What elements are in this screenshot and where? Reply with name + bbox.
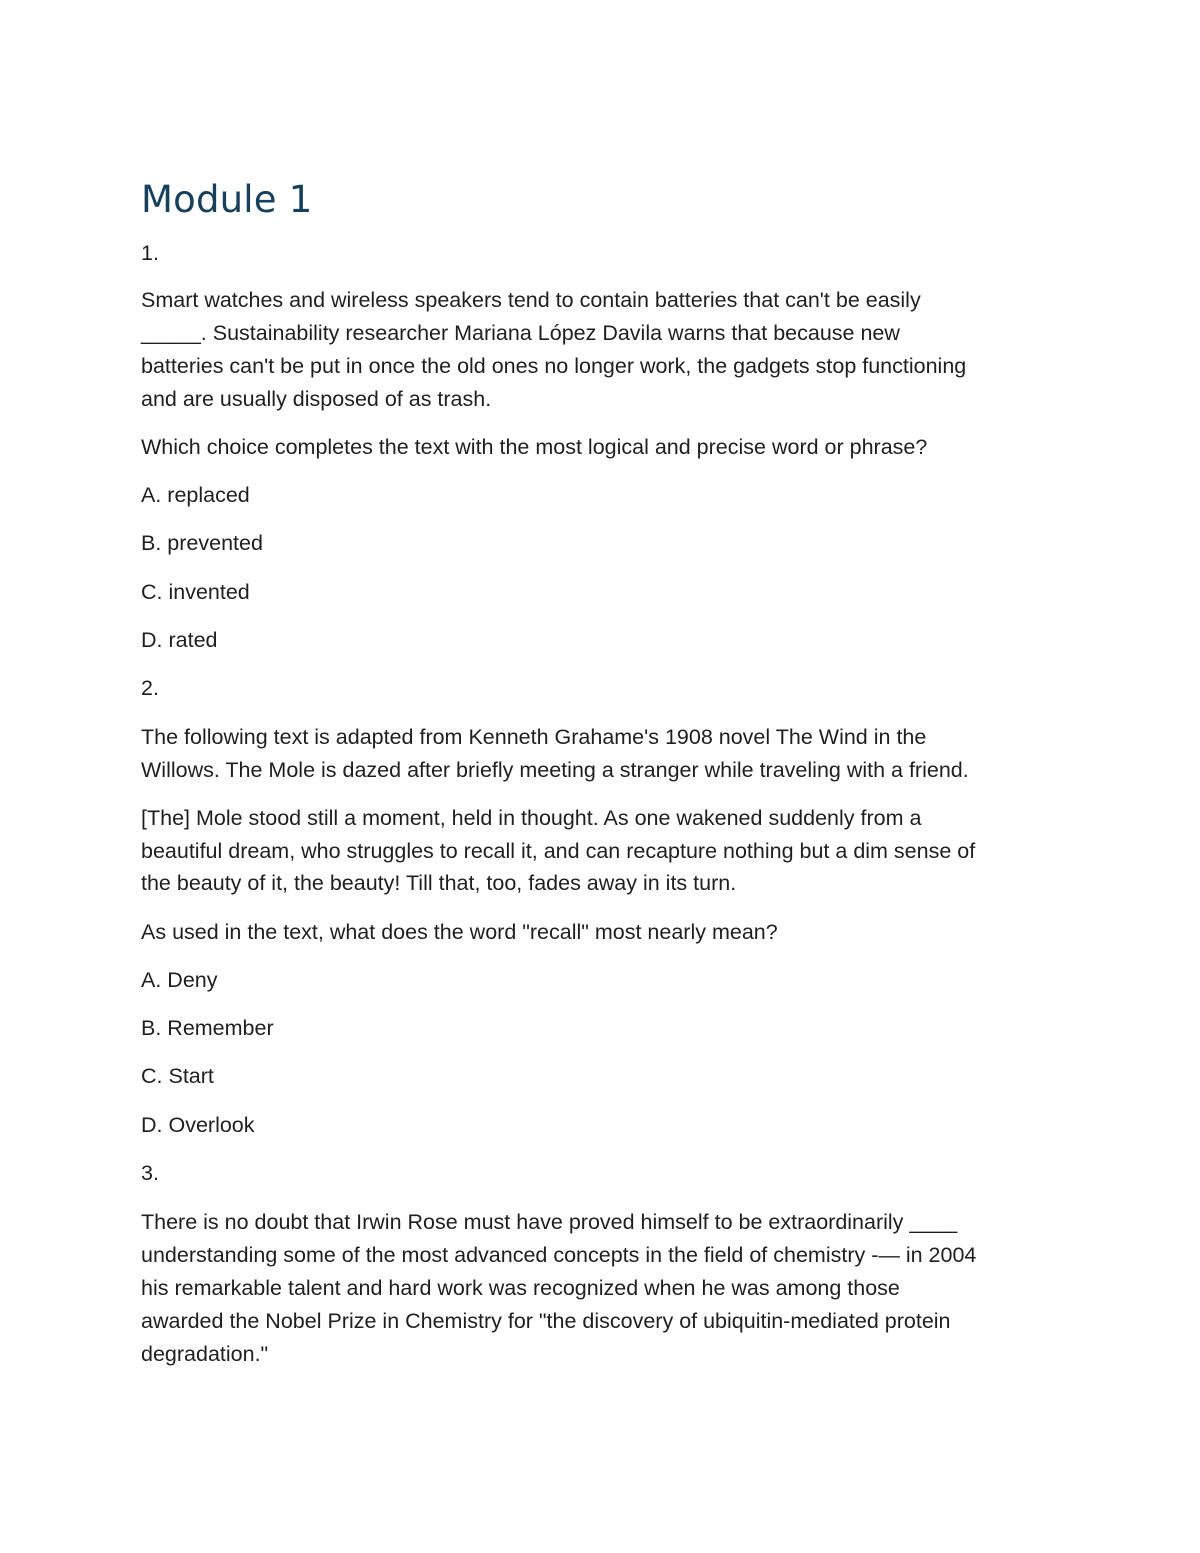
question-number: 2. xyxy=(141,676,159,700)
passage-line: and are usually disposed of as trash. xyxy=(141,387,492,411)
answer-option: C. invented xyxy=(141,580,250,604)
passage-line: understanding some of the most advanced concepts in the field of chemistry -— in 2004 xyxy=(141,1243,977,1267)
answer-option: B. Remember xyxy=(141,1016,274,1040)
intro-line: The following text is adapted from Kenneth Grahame's 1908 novel The Wind in the xyxy=(141,725,927,749)
answer-option: D. rated xyxy=(141,628,218,652)
passage-line: beautiful dream, who struggles to recall it, and can recapture nothing but a dim sense of xyxy=(141,839,976,863)
page-title: Module 1 xyxy=(141,178,313,221)
passage-line: degradation." xyxy=(141,1342,269,1366)
answer-option: B. prevented xyxy=(141,531,263,555)
intro-line: Willows. The Mole is dazed after briefly meeting a stranger while traveling with a friend. xyxy=(141,758,969,782)
answer-option: C. Start xyxy=(141,1064,214,1088)
passage-line: _____. Sustainability researcher Mariana López Davila warns that because new xyxy=(141,321,900,345)
question-number: 3. xyxy=(141,1161,159,1185)
passage-line: awarded the Nobel Prize in Chemistry for "the discovery of ubiquitin-mediated protein xyxy=(141,1309,951,1333)
passage-line: Smart watches and wireless speakers tend to contain batteries that can't be easily xyxy=(141,288,921,312)
answer-option: A. replaced xyxy=(141,483,250,507)
passage-line: his remarkable talent and hard work was recognized when he was among those xyxy=(141,1276,900,1300)
question-prompt: Which choice completes the text with the most logical and precise word or phrase? xyxy=(141,435,928,459)
passage-line: [The] Mole stood still a moment, held in thought. As one wakened suddenly from a xyxy=(141,806,922,830)
passage-line: batteries can't be put in once the old ones no longer work, the gadgets stop functioning xyxy=(141,354,967,378)
question-number: 1. xyxy=(141,241,159,265)
question-prompt: As used in the text, what does the word "recall" most nearly mean? xyxy=(141,920,778,944)
passage-line: There is no doubt that Irwin Rose must have proved himself to be extraordinarily ____ xyxy=(141,1210,958,1234)
passage-line: the beauty of it, the beauty! Till that, too, fades away in its turn. xyxy=(141,871,737,895)
answer-option: A. Deny xyxy=(141,968,218,992)
answer-option: D. Overlook xyxy=(141,1113,255,1137)
